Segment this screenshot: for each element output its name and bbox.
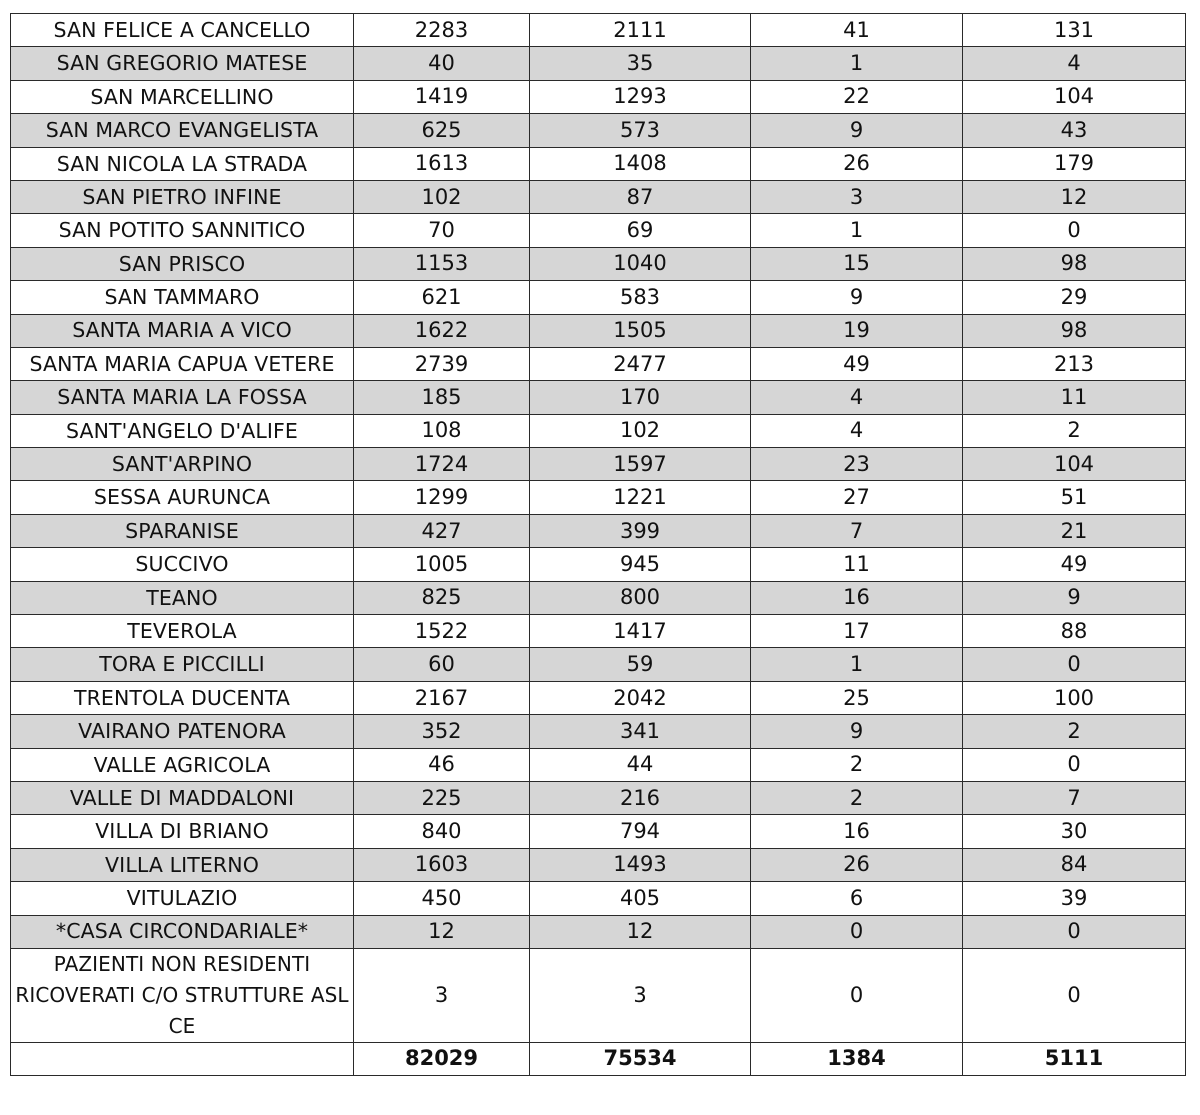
table-row <box>11 381 1186 414</box>
value-cell: 1613 <box>354 147 530 180</box>
municipality-cell: SAN PRISCO <box>11 247 354 280</box>
value-cell: 26 <box>751 848 963 881</box>
value-cell: 12 <box>354 915 530 948</box>
municipality-cell: SAN TAMMARO <box>11 281 354 314</box>
value-cell: 35 <box>530 47 751 80</box>
totals-row <box>11 1042 1186 1075</box>
value-cell: 4 <box>751 381 963 414</box>
value-cell: 2111 <box>530 14 751 47</box>
value-cell: 88 <box>963 615 1186 648</box>
covid-cases-table <box>10 13 1186 1076</box>
value-cell: 1221 <box>530 481 751 514</box>
value-cell: 44 <box>530 748 751 781</box>
value-cell: 11 <box>963 381 1186 414</box>
municipality-cell: TRENTOLA DUCENTA <box>11 681 354 714</box>
value-cell: 1522 <box>354 615 530 648</box>
municipality-cell: PAZIENTI NON RESIDENTI RICOVERATI C/O STRUTTURE ASL CE <box>11 948 354 1042</box>
total-value-cell: 75534 <box>530 1042 751 1075</box>
municipality-cell: SAN POTITO SANNITICO <box>11 214 354 247</box>
value-cell: 794 <box>530 815 751 848</box>
table-row <box>11 180 1186 213</box>
table-row <box>11 347 1186 380</box>
table-row <box>11 414 1186 447</box>
value-cell: 1293 <box>530 80 751 113</box>
table-row <box>11 748 1186 781</box>
value-cell: 1299 <box>354 481 530 514</box>
value-cell: 1153 <box>354 247 530 280</box>
value-cell: 405 <box>530 882 751 915</box>
value-cell: 3 <box>751 180 963 213</box>
value-cell: 2739 <box>354 347 530 380</box>
value-cell: 1040 <box>530 247 751 280</box>
table-row <box>11 681 1186 714</box>
value-cell: 213 <box>963 347 1186 380</box>
value-cell: 945 <box>530 548 751 581</box>
value-cell: 9 <box>963 581 1186 614</box>
table-row <box>11 147 1186 180</box>
table-row <box>11 314 1186 347</box>
value-cell: 2283 <box>354 14 530 47</box>
value-cell: 104 <box>963 448 1186 481</box>
municipality-cell: SUCCIVO <box>11 548 354 581</box>
value-cell: 352 <box>354 715 530 748</box>
total-value-cell: 5111 <box>963 1042 1186 1075</box>
table-row <box>11 47 1186 80</box>
value-cell: 15 <box>751 247 963 280</box>
municipality-cell: SAN GREGORIO MATESE <box>11 47 354 80</box>
totals-label-cell <box>11 1042 354 1075</box>
value-cell: 2 <box>751 781 963 814</box>
total-value-cell: 1384 <box>751 1042 963 1075</box>
value-cell: 84 <box>963 848 1186 881</box>
value-cell: 39 <box>963 882 1186 915</box>
value-cell: 583 <box>530 281 751 314</box>
table-row <box>11 14 1186 47</box>
value-cell: 1 <box>751 214 963 247</box>
value-cell: 625 <box>354 114 530 147</box>
table-row <box>11 214 1186 247</box>
value-cell: 9 <box>751 715 963 748</box>
value-cell: 23 <box>751 448 963 481</box>
value-cell: 2042 <box>530 681 751 714</box>
table-row <box>11 448 1186 481</box>
municipality-cell: TEANO <box>11 581 354 614</box>
table-row <box>11 781 1186 814</box>
value-cell: 1 <box>751 47 963 80</box>
value-cell: 3 <box>530 948 751 1042</box>
value-cell: 0 <box>963 648 1186 681</box>
value-cell: 9 <box>751 281 963 314</box>
value-cell: 621 <box>354 281 530 314</box>
value-cell: 12 <box>963 180 1186 213</box>
table-row <box>11 548 1186 581</box>
value-cell: 27 <box>751 481 963 514</box>
value-cell: 100 <box>963 681 1186 714</box>
value-cell: 98 <box>963 247 1186 280</box>
value-cell: 4 <box>963 47 1186 80</box>
value-cell: 6 <box>751 882 963 915</box>
municipality-cell: SANTA MARIA A VICO <box>11 314 354 347</box>
value-cell: 2477 <box>530 347 751 380</box>
value-cell: 1419 <box>354 80 530 113</box>
value-cell: 25 <box>751 681 963 714</box>
value-cell: 51 <box>963 481 1186 514</box>
value-cell: 12 <box>530 915 751 948</box>
value-cell: 29 <box>963 281 1186 314</box>
value-cell: 104 <box>963 80 1186 113</box>
value-cell: 825 <box>354 581 530 614</box>
value-cell: 1408 <box>530 147 751 180</box>
municipality-cell: SAN MARCO EVANGELISTA <box>11 114 354 147</box>
municipality-cell: VALLE AGRICOLA <box>11 748 354 781</box>
table-row <box>11 481 1186 514</box>
value-cell: 69 <box>530 214 751 247</box>
value-cell: 131 <box>963 14 1186 47</box>
value-cell: 1 <box>751 648 963 681</box>
value-cell: 70 <box>354 214 530 247</box>
table-row <box>11 815 1186 848</box>
table-row <box>11 114 1186 147</box>
value-cell: 7 <box>963 781 1186 814</box>
table-row <box>11 281 1186 314</box>
municipality-cell: VITULAZIO <box>11 882 354 915</box>
municipality-cell: SAN NICOLA LA STRADA <box>11 147 354 180</box>
value-cell: 102 <box>354 180 530 213</box>
value-cell: 7 <box>751 514 963 547</box>
value-cell: 1417 <box>530 615 751 648</box>
value-cell: 11 <box>751 548 963 581</box>
value-cell: 427 <box>354 514 530 547</box>
municipality-cell: VILLA DI BRIANO <box>11 815 354 848</box>
total-value-cell: 82029 <box>354 1042 530 1075</box>
table-row <box>11 615 1186 648</box>
municipality-cell: SAN PIETRO INFINE <box>11 180 354 213</box>
value-cell: 840 <box>354 815 530 848</box>
value-cell: 49 <box>963 548 1186 581</box>
value-cell: 22 <box>751 80 963 113</box>
value-cell: 170 <box>530 381 751 414</box>
value-cell: 341 <box>530 715 751 748</box>
municipality-cell: SPARANISE <box>11 514 354 547</box>
table-row <box>11 247 1186 280</box>
value-cell: 30 <box>963 815 1186 848</box>
municipality-cell: TORA E PICCILLI <box>11 648 354 681</box>
value-cell: 3 <box>354 948 530 1042</box>
value-cell: 216 <box>530 781 751 814</box>
table-row <box>11 514 1186 547</box>
value-cell: 0 <box>963 915 1186 948</box>
value-cell: 46 <box>354 748 530 781</box>
value-cell: 49 <box>751 347 963 380</box>
value-cell: 0 <box>751 948 963 1042</box>
value-cell: 0 <box>963 214 1186 247</box>
municipality-cell: SESSA AURUNCA <box>11 481 354 514</box>
value-cell: 0 <box>963 948 1186 1042</box>
value-cell: 16 <box>751 581 963 614</box>
table-row <box>11 915 1186 948</box>
value-cell: 9 <box>751 114 963 147</box>
value-cell: 98 <box>963 314 1186 347</box>
value-cell: 21 <box>963 514 1186 547</box>
municipality-cell: VAIRANO PATENORA <box>11 715 354 748</box>
value-cell: 60 <box>354 648 530 681</box>
value-cell: 2 <box>963 715 1186 748</box>
table-row <box>11 948 1186 1042</box>
municipality-cell: VALLE DI MADDALONI <box>11 781 354 814</box>
value-cell: 1005 <box>354 548 530 581</box>
value-cell: 573 <box>530 114 751 147</box>
value-cell: 0 <box>751 915 963 948</box>
value-cell: 185 <box>354 381 530 414</box>
value-cell: 2 <box>751 748 963 781</box>
value-cell: 16 <box>751 815 963 848</box>
value-cell: 1493 <box>530 848 751 881</box>
value-cell: 2167 <box>354 681 530 714</box>
table-row <box>11 648 1186 681</box>
value-cell: 19 <box>751 314 963 347</box>
table-row <box>11 581 1186 614</box>
municipality-cell: SANTA MARIA CAPUA VETERE <box>11 347 354 380</box>
municipality-cell: SANT'ARPINO <box>11 448 354 481</box>
value-cell: 17 <box>751 615 963 648</box>
value-cell: 1622 <box>354 314 530 347</box>
value-cell: 59 <box>530 648 751 681</box>
value-cell: 102 <box>530 414 751 447</box>
value-cell: 450 <box>354 882 530 915</box>
value-cell: 1505 <box>530 314 751 347</box>
value-cell: 41 <box>751 14 963 47</box>
value-cell: 225 <box>354 781 530 814</box>
value-cell: 179 <box>963 147 1186 180</box>
value-cell: 87 <box>530 180 751 213</box>
table-row <box>11 715 1186 748</box>
municipality-cell: VILLA LITERNO <box>11 848 354 881</box>
value-cell: 1597 <box>530 448 751 481</box>
table-row <box>11 848 1186 881</box>
value-cell: 2 <box>963 414 1186 447</box>
municipality-cell: *CASA CIRCONDARIALE* <box>11 915 354 948</box>
value-cell: 399 <box>530 514 751 547</box>
value-cell: 26 <box>751 147 963 180</box>
municipality-cell: SAN FELICE A CANCELLO <box>11 14 354 47</box>
value-cell: 0 <box>963 748 1186 781</box>
value-cell: 800 <box>530 581 751 614</box>
municipality-cell: SANTA MARIA LA FOSSA <box>11 381 354 414</box>
value-cell: 1603 <box>354 848 530 881</box>
municipality-cell: SAN MARCELLINO <box>11 80 354 113</box>
value-cell: 1724 <box>354 448 530 481</box>
municipality-cell: TEVEROLA <box>11 615 354 648</box>
value-cell: 43 <box>963 114 1186 147</box>
municipality-cell: SANT'ANGELO D'ALIFE <box>11 414 354 447</box>
table-row <box>11 882 1186 915</box>
table-body <box>11 14 1186 1076</box>
table-row <box>11 80 1186 113</box>
value-cell: 108 <box>354 414 530 447</box>
value-cell: 40 <box>354 47 530 80</box>
value-cell: 4 <box>751 414 963 447</box>
